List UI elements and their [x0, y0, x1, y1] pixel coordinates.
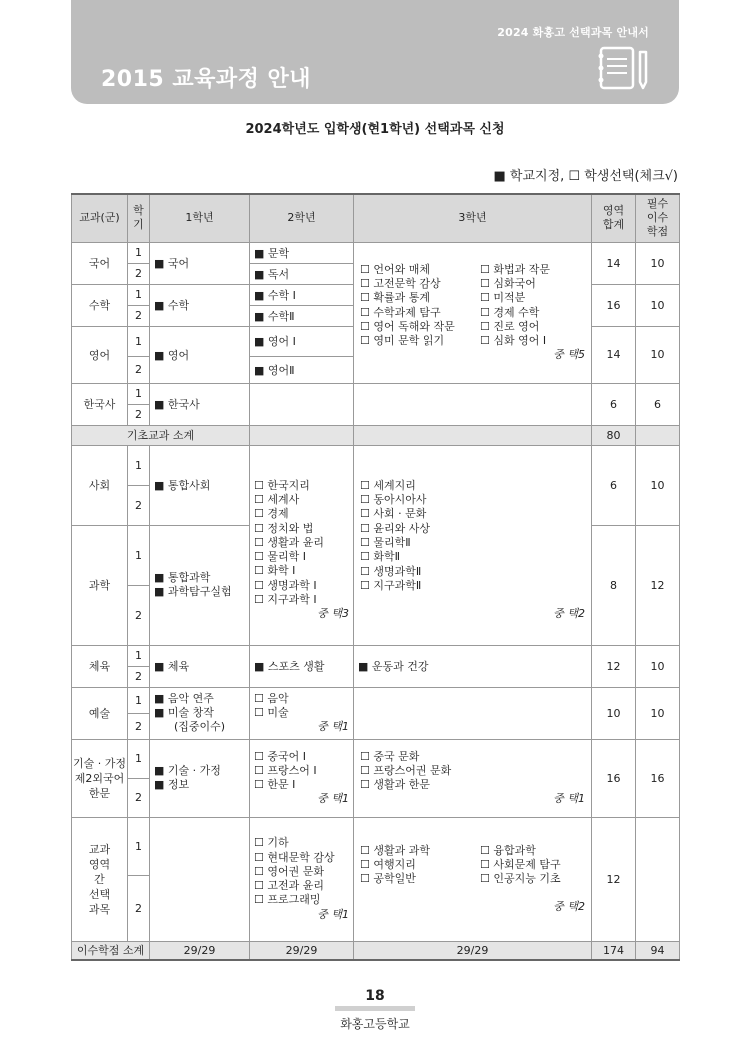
area-tech-line: 제2외국어 — [74, 771, 125, 785]
tech-total: 16 — [592, 739, 636, 817]
semester-cell: 2 — [128, 713, 150, 739]
list-item: ☐ 현대문학 감상 — [254, 850, 335, 864]
semester-cell: 1 — [128, 525, 150, 585]
list-item: ☐ 미적분 — [480, 291, 526, 305]
list-item: ☐ 고전문학 감상 — [360, 276, 441, 290]
list-item: ☐ 음악 — [254, 691, 289, 705]
math-required: 10 — [636, 284, 680, 326]
semester-cell: 1 — [128, 645, 150, 666]
basic-subtotal-total: 80 — [592, 425, 636, 445]
list-item: ☐ 사회문제 탐구 — [480, 857, 561, 871]
list-item: ■ 과학탐구실험 — [154, 585, 232, 598]
legend: ■ 학교지정, ☐ 학생선택(체크√) — [493, 169, 678, 184]
inquiry-year2-choice: 중 택3 — [317, 607, 349, 621]
table-row — [72, 739, 680, 778]
list-item: ☐ 기하 — [254, 836, 289, 850]
footer-divider — [335, 1006, 415, 1011]
list-item: ☐ 프랑스어 I — [254, 763, 317, 777]
list-item: ☐ 중국어 I — [254, 749, 306, 763]
basic-year3-list — [360, 263, 585, 349]
list-item: ☐ 생명과학 I — [254, 578, 317, 592]
list-item: ☐ 언어와 매체 — [360, 262, 430, 276]
area-cross-line: 선택 — [88, 887, 111, 901]
credit-subtotal-y3: 29/29 — [354, 941, 592, 960]
english-year2-b: ■ 영어Ⅱ — [250, 356, 354, 383]
semester-cell: 1 — [128, 739, 150, 778]
area-cross-line: 간 — [94, 872, 105, 886]
header-year3: 3학년 — [354, 194, 592, 242]
cross-year2-choice: 중 택1 — [317, 907, 349, 921]
list-item: ☐ 융합과학 — [480, 843, 536, 857]
pe-year2: ■ 스포츠 생활 — [250, 645, 354, 687]
list-item: ☐ 생활과 윤리 — [254, 535, 324, 549]
table-row — [72, 445, 680, 485]
arts-year3 — [354, 687, 592, 739]
semester-cell: 2 — [128, 485, 150, 525]
list-item: ☐ 한문 I — [254, 778, 296, 792]
list-item: ☐ 고전과 윤리 — [254, 879, 324, 893]
social-year1: ■ 통합사회 — [150, 445, 250, 525]
table-header-row — [72, 194, 680, 242]
list-item: ■ 미술 창작 — [154, 705, 214, 719]
pe-year3: ■ 운동과 건강 — [354, 645, 592, 687]
cross-total: 12 — [592, 817, 636, 941]
list-item: ☐ 중국 문화 — [360, 749, 420, 763]
list-item: ☐ 지구과학 I — [254, 593, 317, 607]
korean-year2-a: ■ 문학 — [250, 242, 354, 263]
english-required: 10 — [636, 326, 680, 383]
semester-cell: 2 — [128, 356, 150, 383]
notebook-icon — [595, 42, 651, 92]
semester-cell: 2 — [128, 263, 150, 284]
list-item: ☐ 심화국어 — [480, 276, 536, 290]
list-item: ☐ 정치와 법 — [254, 521, 314, 535]
header-required: 필수이수학점 — [636, 194, 680, 242]
list-item: ☐ 한국지리 — [254, 478, 310, 492]
list-item: ☐ 프로그래밍 — [254, 893, 321, 907]
math-year1: ■ 수학 — [150, 284, 250, 326]
footer-school: 화홍고등학교 — [340, 1017, 410, 1031]
list-item: ☐ 공학일반 — [360, 872, 416, 886]
area-math: 수학 — [72, 284, 128, 326]
area-cross-line: 영역 — [88, 857, 111, 871]
semester-cell: 2 — [128, 585, 150, 645]
area-history: 한국사 — [72, 383, 128, 425]
inquiry-year2-list — [254, 479, 349, 608]
semester-cell: 2 — [128, 778, 150, 817]
cross-year2 — [250, 817, 354, 941]
list-item: ☐ 생활과 한문 — [360, 778, 430, 792]
math-year2-a: ■ 수학 I — [250, 284, 354, 305]
header-banner — [71, 0, 679, 104]
science-year1 — [150, 525, 250, 645]
semester-cell: 1 — [128, 817, 150, 875]
list-item: ■ 정보 — [154, 778, 190, 791]
list-item: ☐ 윤리와 사상 — [360, 521, 430, 535]
list-item: ■ 기술 · 가정 — [154, 763, 221, 777]
area-tech — [72, 739, 128, 817]
credit-subtotal-y1: 29/29 — [150, 941, 250, 960]
arts-total: 10 — [592, 687, 636, 739]
list-item: ☐ 사회 · 문화 — [360, 507, 427, 521]
list-item: ☐ 생활과 과학 — [360, 843, 430, 857]
history-required: 6 — [636, 383, 680, 425]
tech-required: 16 — [636, 739, 680, 817]
science-required: 12 — [636, 525, 680, 645]
cross-year1 — [150, 817, 250, 941]
arts-year1 — [150, 687, 250, 739]
list-item: ☐ 영미 문학 읽기 — [360, 334, 445, 348]
cross-year3 — [354, 817, 592, 941]
document-title: 2024학년도 입학생(현1학년) 선택과목 신청 — [245, 122, 505, 137]
korean-year1: ■ 국어 — [150, 242, 250, 284]
list-item: ☐ 경제 — [254, 507, 289, 521]
english-year1: ■ 영어 — [150, 326, 250, 383]
area-science: 과학 — [72, 525, 128, 645]
tech-year3 — [354, 739, 592, 817]
history-year3 — [354, 383, 592, 425]
list-item: ■ 음악 연주 — [154, 691, 214, 705]
list-item: ☐ 화학Ⅱ — [360, 550, 401, 564]
arts-year2-choice: 중 택1 — [317, 720, 349, 734]
header-semester: 학기 — [128, 194, 150, 242]
semester-cell: 2 — [128, 305, 150, 326]
tech-year2-choice: 중 택1 — [317, 792, 349, 806]
cross-year3-choice: 중 택2 — [553, 900, 585, 914]
list-item: ☐ 영어권 문화 — [254, 864, 324, 878]
table-row — [72, 645, 680, 666]
inquiry-year3 — [354, 445, 592, 645]
korean-total: 14 — [592, 242, 636, 284]
semester-cell: 1 — [128, 687, 150, 713]
header-subtitle: 2024 화홍고 선택과목 안내서 — [497, 26, 649, 39]
list-item: ☐ 화학 I — [254, 564, 296, 578]
semester-cell: 1 — [128, 326, 150, 356]
basic-year3-choice: 중 택5 — [553, 348, 585, 362]
list-item: ☐ 동아시아사 — [360, 493, 427, 507]
list-item: ☐ 경제 수학 — [480, 305, 540, 319]
credit-subtotal-row — [72, 941, 680, 960]
history-year1: ■ 한국사 — [150, 383, 250, 425]
social-total: 6 — [592, 445, 636, 525]
course-table — [71, 193, 680, 961]
credit-subtotal-label: 이수학점 소계 — [72, 941, 150, 960]
header-title: 2015 교육과정 안내 — [101, 67, 312, 92]
math-total: 16 — [592, 284, 636, 326]
science-total: 8 — [592, 525, 636, 645]
social-required: 10 — [636, 445, 680, 525]
table-row — [72, 242, 680, 263]
basic-subtotal-required — [636, 425, 680, 445]
list-item: ☐ 물리학Ⅱ — [360, 536, 411, 549]
header-year1: 1학년 — [150, 194, 250, 242]
list-item: ☐ 영어 독해와 작문 — [360, 319, 455, 333]
list-item: ☐ 진로 영어 — [480, 319, 540, 333]
semester-cell: 1 — [128, 242, 150, 263]
page-number: 18 — [365, 988, 385, 1004]
area-pe: 체육 — [72, 645, 128, 687]
english-year2-a: ■ 영어 I — [250, 326, 354, 356]
header-area: 교과(군) — [72, 194, 128, 242]
arts-required: 10 — [636, 687, 680, 739]
semester-cell: 1 — [128, 383, 150, 404]
list-item: ☐ 지구과학Ⅱ — [360, 578, 422, 592]
area-english: 영어 — [72, 326, 128, 383]
credit-subtotal-total: 174 — [592, 941, 636, 960]
semester-cell: 1 — [128, 284, 150, 305]
inquiry-year3-choice: 중 택2 — [553, 607, 585, 621]
list-item: ☐ 세계지리 — [360, 478, 416, 492]
tech-year3-choice: 중 택1 — [553, 792, 585, 806]
semester-cell: 2 — [128, 875, 150, 941]
list-item: ☐ 수학과제 탐구 — [360, 305, 441, 319]
area-cross-line: 교과 — [88, 842, 111, 856]
pe-required: 10 — [636, 645, 680, 687]
cross-required — [636, 817, 680, 941]
list-item: ☐ 생명과학Ⅱ — [360, 564, 422, 578]
area-social: 사회 — [72, 445, 128, 525]
korean-required: 10 — [636, 242, 680, 284]
math-year2-b: ■ 수학Ⅱ — [250, 305, 354, 326]
korean-year2-b: ■ 독서 — [250, 263, 354, 284]
tech-year2 — [250, 739, 354, 817]
tech-year1 — [150, 739, 250, 817]
list-item: ☐ 물리학 I — [254, 550, 306, 564]
header-total: 영역합계 — [592, 194, 636, 242]
basic-subtotal-y3 — [354, 425, 592, 445]
basic-subtotal-label: 기초교과 소계 — [72, 425, 250, 445]
semester-cell: 2 — [128, 666, 150, 687]
history-total: 6 — [592, 383, 636, 425]
pe-year1: ■ 체육 — [150, 645, 250, 687]
table-row — [72, 687, 680, 713]
list-item: ☐ 여행지리 — [360, 857, 416, 871]
credit-subtotal-y2: 29/29 — [250, 941, 354, 960]
english-total: 14 — [592, 326, 636, 383]
area-arts: 예술 — [72, 687, 128, 739]
list-item: ■ 통합과학 — [154, 570, 211, 584]
area-cross — [72, 817, 128, 941]
basic-subtotal-row — [72, 425, 680, 445]
list-item: ☐ 확률과 통계 — [360, 291, 430, 305]
area-cross-line: 과목 — [88, 902, 111, 916]
list-item: (집중이수) — [174, 720, 226, 734]
inquiry-year3-list — [360, 479, 585, 593]
cross-year3-list — [360, 844, 585, 887]
list-item: ☐ 인공지능 기초 — [480, 872, 561, 886]
list-item: ☐ 화법과 작문 — [480, 262, 550, 276]
pe-total: 12 — [592, 645, 636, 687]
area-tech-line: 기술 · 가정 — [73, 756, 126, 770]
table-row — [72, 383, 680, 404]
list-item: ☐ 미술 — [254, 706, 289, 719]
list-item: ☐ 심화 영어 I — [480, 334, 547, 348]
list-item: ☐ 세계사 — [254, 492, 300, 506]
list-item: ☐ 프랑스어권 문화 — [360, 763, 452, 777]
semester-cell: 1 — [128, 445, 150, 485]
inquiry-year2 — [250, 445, 354, 645]
area-tech-line: 한문 — [88, 786, 111, 800]
history-year2 — [250, 383, 354, 425]
header-year2: 2학년 — [250, 194, 354, 242]
table-row — [72, 817, 680, 875]
semester-cell: 2 — [128, 404, 150, 425]
basic-subtotal-y2 — [250, 425, 354, 445]
basic-year3 — [354, 242, 592, 383]
area-korean: 국어 — [72, 242, 128, 284]
credit-subtotal-required: 94 — [636, 941, 680, 960]
arts-year2 — [250, 687, 354, 739]
